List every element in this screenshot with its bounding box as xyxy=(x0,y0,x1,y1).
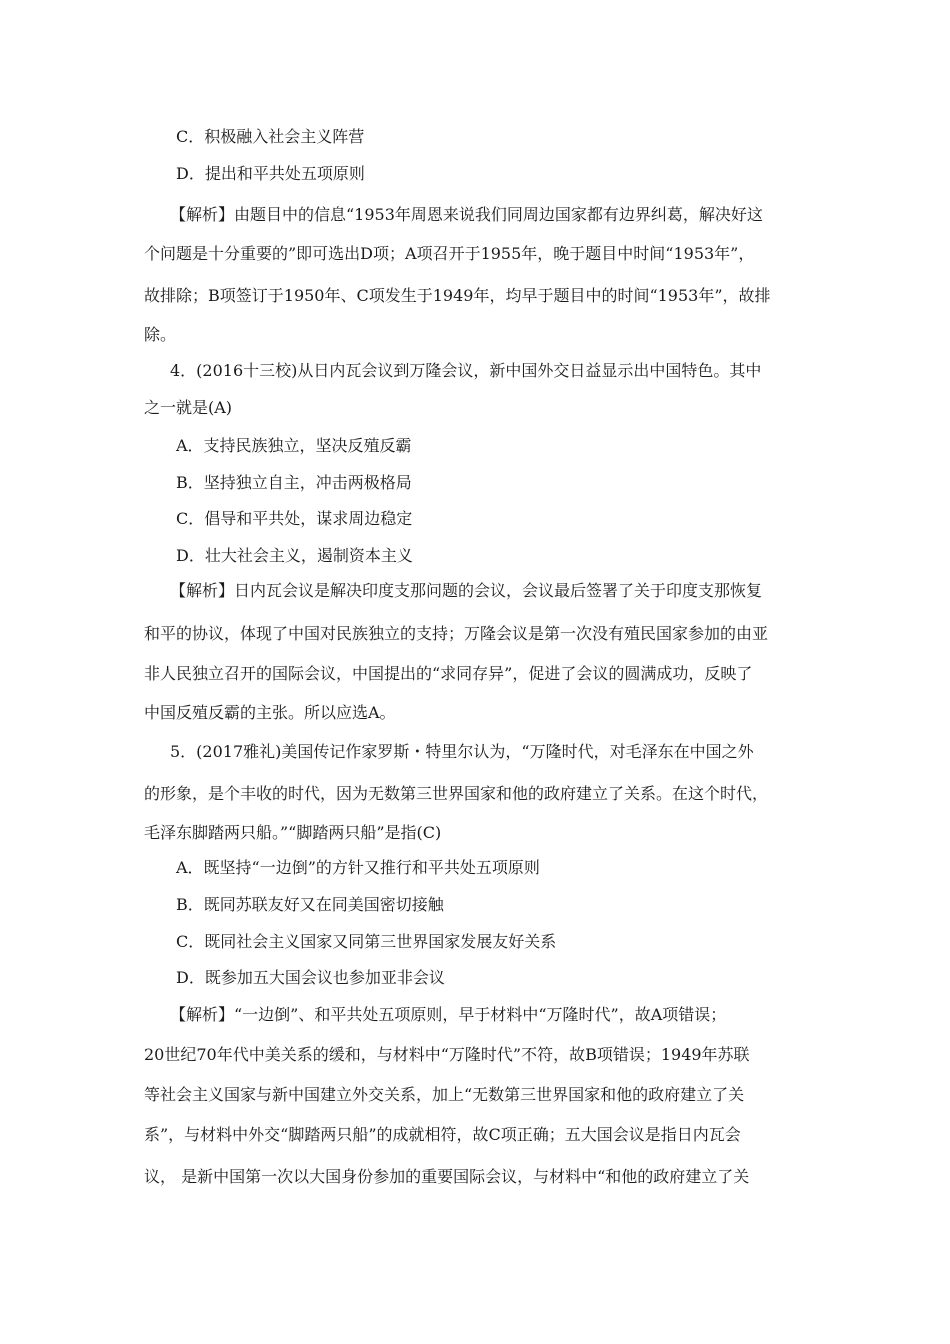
q5-option-c: C．既同社会主义国家又同第三世界国家发展友好关系 xyxy=(176,932,557,951)
q3-analysis-line: 【解析】由题目中的信息“1953年周恩来说我们同周边国家都有边界纠葛，解决好这 xyxy=(170,205,763,224)
q5-analysis-line: 20世纪70年代中美关系的缓和，与材料中“万隆时代”不符，故B项错误；1949年苏联 xyxy=(144,1045,750,1064)
q3-option-c: C．积极融入社会主义阵营 xyxy=(176,127,365,146)
q3-analysis-line: 除。 xyxy=(144,325,177,344)
q4-option-b: B．坚持独立自主，冲击两极格局 xyxy=(176,473,412,492)
q5-stem-line: 毛泽东脚踏两只船。”“脚踏两只船”是指(C) xyxy=(144,823,442,842)
q4-analysis-line: 【解析】日内瓦会议是解决印度支那问题的会议，会议最后签署了关于印度支那恢复 xyxy=(170,581,763,600)
q4-option-c: C．倡导和平共处，谋求周边稳定 xyxy=(176,509,413,528)
q5-option-a: A．既坚持“一边倒”的方针又推行和平共处五项原则 xyxy=(176,858,540,877)
q5-stem-line: 的形象，是个丰收的时代，因为无数第三世界国家和他的政府建立了关系。在这个时代， xyxy=(144,784,769,803)
q5-stem-line: 5．(2017雅礼)美国传记作家罗斯・特里尔认为，“万隆时代，对毛泽东在中国之外 xyxy=(170,742,754,761)
q4-stem-line: 4．(2016十三校)从日内瓦会议到万隆会议，新中国外交日益显示出中国特色。其中 xyxy=(170,361,762,380)
q4-analysis-line: 和平的协议，体现了中国对民族独立的支持；万隆会议是第一次没有殖民国家参加的由亚 xyxy=(144,624,769,643)
q5-analysis-line: 议， 是新中国第一次以大国身份参加的重要国际会议，与材料中“和他的政府建立了关 xyxy=(144,1167,750,1186)
q4-analysis-line: 非人民独立召开的国际会议，中国提出的“求同存异”，促进了会议的圆满成功，反映了 xyxy=(144,664,753,683)
q5-analysis-line: 系”，与材料中外交“脚踏两只船”的成就相符，故C项正确；五大国会议是指日内瓦会 xyxy=(144,1125,741,1144)
q4-analysis-line: 中国反殖反霸的主张。所以应选A。 xyxy=(144,703,396,722)
q5-analysis-line: 【解析】“一边倒”、和平共处五项原则，早于材料中“万隆时代”，故A项错误； xyxy=(170,1005,727,1024)
q5-option-b: B．既同苏联友好又在同美国密切接触 xyxy=(176,895,444,914)
q5-option-d: D．既参加五大国会议也参加亚非会议 xyxy=(176,968,445,987)
q3-option-d: D．提出和平共处五项原则 xyxy=(176,164,365,183)
q4-option-a: A．支持民族独立，坚决反殖反霸 xyxy=(176,436,412,455)
q4-stem-line: 之一就是(A) xyxy=(144,398,233,417)
q5-analysis-line: 等社会主义国家与新中国建立外交关系，加上“无数第三世界国家和他的政府建立了关 xyxy=(144,1085,745,1104)
q4-option-d: D．壮大社会主义，遏制资本主义 xyxy=(176,546,413,565)
q3-analysis-line: 个问题是十分重要的”即可选出D项；A项召开于1955年，晚于题目中时间“1953年”， xyxy=(144,244,755,263)
q3-analysis-line: 故排除；B项签订于1950年、C项发生于1949年，均早于题目中的时间“1953年”，故排 xyxy=(144,286,771,305)
